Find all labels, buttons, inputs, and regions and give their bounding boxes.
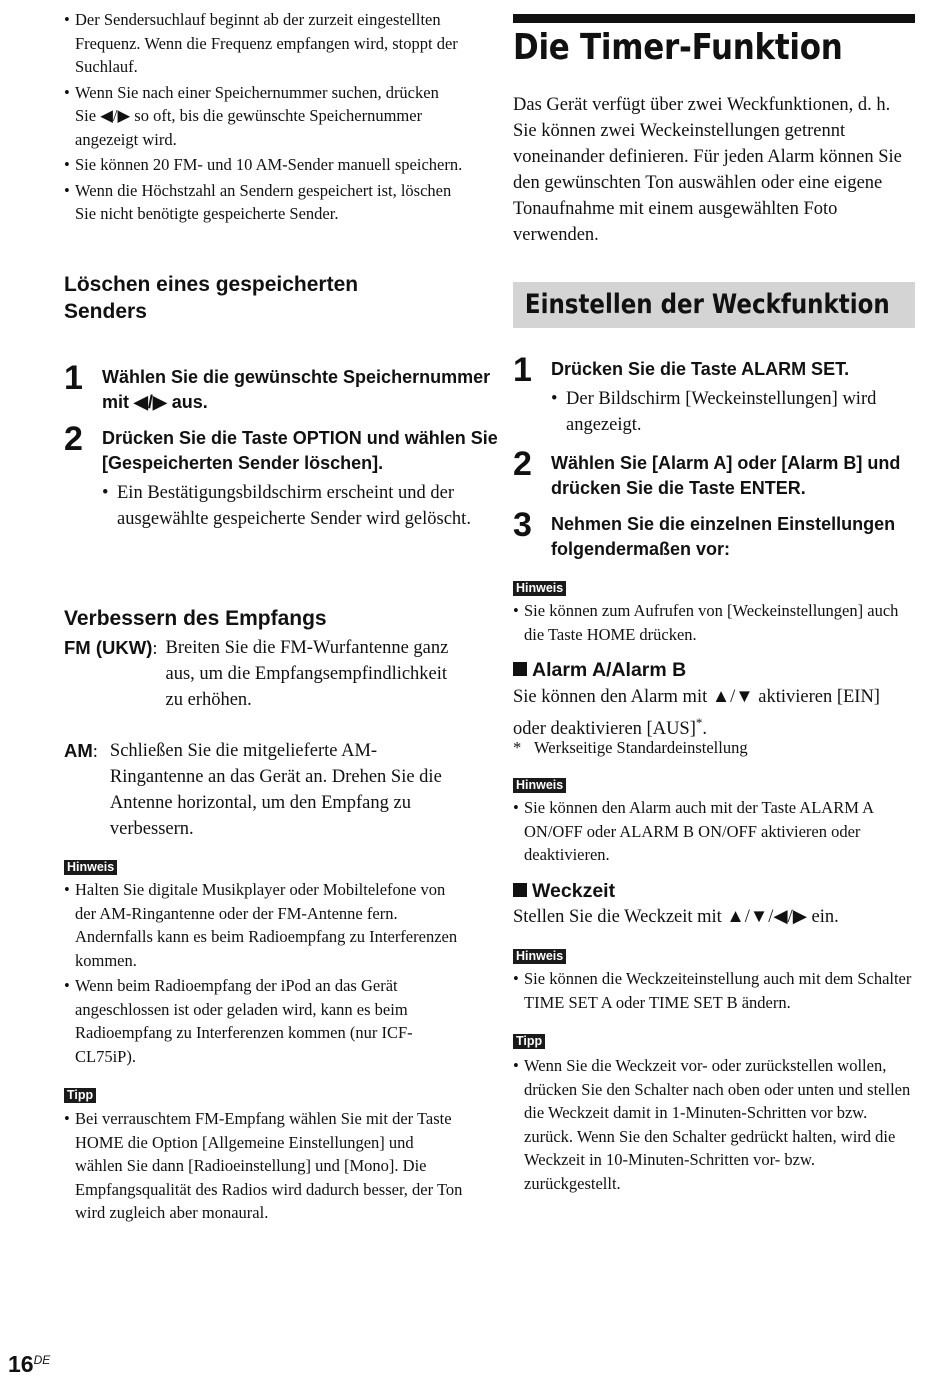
section-banner: [513, 282, 915, 328]
hint-bullet-list: [513, 796, 915, 869]
list-item: • Wenn Sie nach einer Speichernummer suchen, drücken Sie ◀/▶ so oft, bis die gewünschte Speichernummer angezeigt wird.: [64, 81, 464, 152]
timer-intro: Das Gerät verfügt über zwei Weckfunktionen, d. h. Sie können zwei Weckeinstellungen getrennt voneinander definieren. Für jeden Alarm können Sie den gewünschten Ton auswählen oder eine eigene Tonaufnahme mit einem ausgewählten Foto verwenden.: [513, 95, 902, 245]
alarm-step-3: [513, 506, 950, 562]
alarm-ab-asterisk: *: [695, 715, 703, 730]
list-item: • Wenn Sie die Weckzeit vor- oder zurückstellen wollen, drücken Sie den Schalter nach oben oder unten und stellen die Weckzeit damit in 1-Minuten-Schritten vor bzw. zurück. Wenn Sie den Schalter gedrückt halten, wird die Weckzeit in 10-Minuten-Schritten vor- bzw. zurückgestellt.: [513, 1054, 915, 1195]
alarm-ab-heading: [513, 658, 686, 682]
fm-colon: :: [152, 639, 158, 659]
square-bullet-icon: [513, 883, 527, 897]
alarm-ab-period: .: [702, 719, 708, 740]
fm-term-label: FM (UKW): [64, 637, 153, 658]
tip-bullet-list: [64, 1107, 464, 1227]
fm-definition: [64, 635, 464, 713]
am-definition: [64, 738, 464, 842]
tip-label: Tipp: [64, 1088, 96, 1103]
weckzeit-heading-text: Weckzeit: [532, 880, 616, 902]
step-text: Nehmen Sie die einzelnen Einstellungen folgendermaßen vor:: [551, 514, 896, 559]
am-term-label: AM: [64, 740, 93, 761]
step-text: Drücken Sie die Taste OPTION und wählen Sie [Gespeicherten Sender löschen].: [102, 428, 498, 473]
list-item: • Halten Sie digitale Musikplayer oder Mobiltelefone von der AM-Ringantenne oder der FM-Antenne fern. Andernfalls kann es beim Radioempfang zu Interferenzen kommen.: [64, 878, 464, 972]
hint-label: Hinweis: [513, 949, 566, 964]
alarm-ab-text: [513, 684, 915, 742]
weckzeit-heading: [513, 879, 615, 903]
alarm-ab-heading-text: Alarm A/Alarm B: [532, 659, 687, 681]
page-number-value: 16: [8, 1351, 34, 1377]
list-item: • Der Bildschirm [Weckeinstellungen] wird angezeigt.: [551, 386, 950, 438]
delete-step-1: [64, 359, 502, 415]
list-item: • Sie können zum Aufrufen von [Weckeinstellungen] auch die Taste HOME drücken.: [513, 599, 915, 646]
list-item: • Der Sendersuchlauf beginnt ab der zurzeit eingestellten Frequenz. Wenn die Frequenz empfangen wird, stoppt der Suchlauf.: [64, 8, 464, 79]
title-rule: [513, 14, 915, 23]
step-number: 2: [513, 445, 532, 483]
list-item: • Sie können 20 FM- und 10 AM-Sender manuell speichern.: [64, 153, 464, 177]
section-title: Einstellen der Weckfunktion: [524, 289, 890, 320]
step-number: 1: [64, 359, 83, 397]
alarm-ab-text-main: Sie können den Alarm mit ▲/▼ aktivieren [EIN] oder deaktivieren [AUS]: [513, 687, 880, 740]
footnote: [513, 736, 936, 759]
fm-description: Breiten Sie die FM-Wurfantenne ganz aus, um die Empfangsempfindlichkeit zu erhöhen.: [165, 638, 449, 710]
step-text: Wählen Sie die gewünschte Speichernummer mit ◀/▶ aus.: [102, 367, 491, 412]
alarm-step-2: [513, 445, 950, 501]
hint-label: Hinweis: [513, 581, 566, 596]
page-number: [8, 1345, 50, 1379]
hint-label: Hinweis: [64, 860, 117, 875]
step-number: 1: [513, 351, 532, 389]
intro-bullet-list: [64, 8, 464, 228]
hint-bullet-list: [64, 878, 464, 1070]
delete-station-heading: Löschen eines gespeicherten Senders: [64, 273, 359, 323]
list-item: • Sie können die Weckzeiteinstellung auch mit dem Schalter TIME SET A oder TIME SET B ändern.: [513, 967, 915, 1014]
hint-label: Hinweis: [513, 778, 566, 793]
alarm-step-1: [513, 351, 950, 440]
square-bullet-icon: [513, 662, 527, 676]
list-item: • Wenn die Höchstzahl an Sendern gespeichert ist, löschen Sie nicht benötigte gespeicherte Sender.: [64, 179, 464, 226]
step-text: Wählen Sie [Alarm A] oder [Alarm B] und drücken Sie die Taste ENTER.: [551, 453, 901, 498]
page-language-suffix: DE: [33, 1353, 51, 1367]
delete-step-2: [64, 420, 502, 534]
list-item: • Wenn beim Radioempfang der iPod an das Gerät angeschlossen ist oder geladen wird, kann es beim Radioempfang zu Interferenzen kommen (nur ICF-CL75iP).: [64, 974, 464, 1068]
step-number: 3: [513, 506, 532, 544]
am-description: Schließen Sie die mitgelieferte AM-Ringantenne an das Gerät an. Drehen Sie die Antenne horizontal, um den Empfang zu verbessern.: [109, 741, 442, 839]
tip-bullet-list: [513, 1054, 915, 1197]
am-colon: :: [92, 742, 98, 762]
list-item: • Ein Bestätigungsbildschirm erscheint und der ausgewählte gespeicherte Sender wird gelöscht.: [102, 480, 502, 532]
list-item: • Sie können den Alarm auch mit der Taste ALARM A ON/OFF oder ALARM B ON/OFF aktivieren oder deaktivieren.: [513, 796, 915, 867]
am-term: [64, 738, 98, 842]
list-item: • Bei verrauschtem FM-Empfang wählen Sie mit der Taste HOME die Option [Allgemeine Einstellungen] und wählen Sie dann [Radioeinstellung] und [Mono]. Die Empfangsqualität des Radios wird dadurch besser, der Ton wird zugleich aber monaural.: [64, 1107, 464, 1225]
step-bullet-list: [102, 480, 502, 532]
step-bullet-list: [551, 386, 950, 438]
page-title: Die Timer-Funktion: [513, 27, 843, 68]
footnote-text: Werkseitige Standardeinstellung: [534, 738, 748, 757]
hint-bullet-list: [513, 599, 915, 648]
step-text: Drücken Sie die Taste ALARM SET.: [551, 359, 850, 379]
tip-label: Tipp: [513, 1034, 545, 1049]
footnote-mark: *: [513, 738, 522, 757]
weckzeit-text: Stellen Sie die Weckzeit mit ▲/▼/◀/▶ ein.: [513, 907, 839, 927]
fm-term: [64, 635, 158, 713]
reception-heading: Verbessern des Empfangs: [64, 607, 327, 630]
step-number: 2: [64, 420, 83, 458]
hint-bullet-list: [513, 967, 915, 1016]
